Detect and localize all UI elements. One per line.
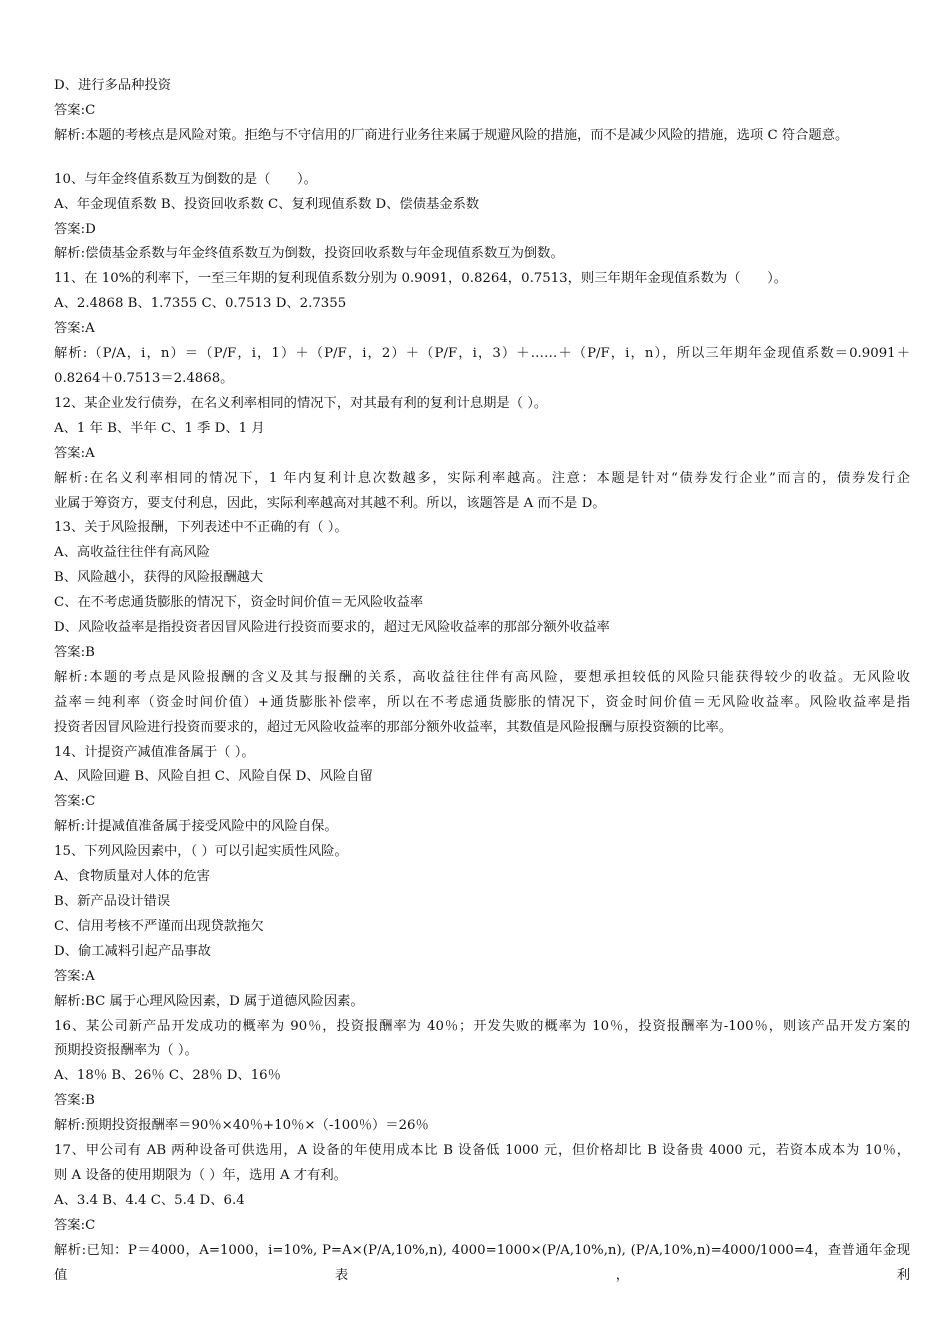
answer-line: 答案:C [54,102,96,118]
answer-line: 答案:B [54,644,95,660]
question-13: 13、关于风险报酬，下列表述中不正确的有（ ）。 [54,520,348,536]
answer-line: 答案:A [54,321,95,337]
option-c: C、信用考核不严谨而出现贷款拖欠 [54,918,264,934]
explanation-line: 解析:在名义利率相同的情况下，1 年内复利计息次数越多，实际利率越高。注意：本题是针对“债券发行企业”而言的，债券发行企 [54,470,910,486]
explanation-line: 解析:本题的考点是风险报酬的含义及其与报酬的关系，高收益往往伴有高风险，要想承担较低的风险只能获得较少的收益。无风险收 [54,669,910,685]
question-16-cont: 预期投资报酬率为（ ）。 [54,1043,198,1059]
option-b: B、风险越小，获得的风险报酬越大 [54,570,264,586]
question-11: 11、在 10%的利率下，一至三年期的复利现值系数分别为 0.9091，0.8264，0.7513，则三年期年金现值系数为（ ）。 [54,271,788,287]
explanation-line: 解析:预期投资报酬率＝90％×40％+10％×（-100％）＝26％ [54,1118,429,1134]
answer-line: 答案:A [54,968,95,984]
answer-line: 答案:C [54,794,96,810]
question-17: 17、甲公司有 AB 两种设备可供选用，A 设备的年使用成本比 B 设备低 1000 元，但价格却比 B 设备贵 4000 元，若资本成本为 10％， [54,1143,910,1159]
explanation-line: 解析:本题的考核点是风险对策。拒绝与不守信用的厂商进行业务往来属于规避风险的措施，而不是减少风险的措施，选项 C 符合题意。 [54,127,849,143]
answer-line: 答案:A [54,445,95,461]
option-a: A、食物质量对人体的危害 [54,869,210,885]
options-line: A、风险回避 B、风险自担 C、风险自保 D、风险自留 [54,769,373,785]
explanation-line: 0.8264＋0.7513＝2.4868。 [54,370,234,386]
question-16: 16、某公司新产品开发成功的概率为 90％，投资报酬率为 40％；开发失败的概率为 10％，投资报酬率为-100％，则该产品开发方案的 [54,1018,910,1034]
question-15: 15、下列风险因素中，（ ）可以引起实质性风险。 [54,844,348,860]
explanation-line: 解析:计提减值准备属于接受风险中的风险自保。 [54,819,338,835]
question-12: 12、某企业发行债券，在名义利率相同的情况下，对其最有利的复利计息期是（ ）。 [54,395,548,411]
option-d: D、偷工减料引起产品事故 [54,943,211,959]
question-17-cont: 则 A 设备的使用期限为（ ）年，选用 A 才有利。 [54,1167,347,1183]
options-line: A、3.4 B、4.4 C、5.4 D、6.4 [54,1192,245,1208]
explanation-line: 解析:（P/A，i，n）＝（P/F，i，1）＋（P/F，i，2）＋（P/F，i，3）＋……＋（P/F，i，n），所以三年期年金现值系数＝0.9091＋ [54,346,910,362]
explanation-line: 益率＝纯利率（资金时间价值）+通货膨胀补偿率，所以在不考虑通货膨胀的情况下，资金时间价值＝无风险收益率。风险收益率是指 [54,694,910,710]
question-14: 14、计提资产减值准备属于（ ）。 [54,744,255,760]
options-line: A、2.4868 B、1.7355 C、0.7513 D、2.7355 [54,296,347,312]
option-c: C、在不考虑通货膨胀的情况下，资金时间价值＝无风险收益率 [54,595,424,611]
explanation-line: 投资者因冒风险进行投资而要求的，超过无风险收益率的那部分额外收益率，其数值是风险报酬与原投资额的比率。 [54,719,733,735]
options-line: A、18％ B、26％ C、28％ D、16％ [54,1068,281,1084]
options-line: A、1 年 B、半年 C、1 季 D、1 月 [54,420,265,436]
answer-line: 答案:B [54,1093,95,1109]
explanation-line: 解析:偿债基金系数与年金终值系数互为倒数，投资回收系数与年金现值系数互为倒数。 [54,246,564,262]
option-d: D、风险收益率是指投资者因冒风险进行投资而要求的，超过无风险收益率的那部分额外收益率 [54,620,610,636]
options-line: A、年金现值系数 B、投资回收系数 C、复利现值系数 D、偿债基金系数 [54,196,480,212]
option-a: A、高收益往往伴有高风险 [54,545,210,561]
explanation-line: 业属于筹资方，要支付利息，因此，实际利率越高对其越不利。所以，该题答是 A 而不是 D。 [54,495,606,511]
text-line: D、进行多品种投资 [54,78,172,93]
explanation-line: 解析:BC 属于心理风险因素，D 属于道德风险因素。 [54,993,364,1009]
answer-line: 答案:D [54,221,96,237]
option-b: B、新产品设计错误 [54,894,171,909]
answer-line: 答案:C [54,1217,96,1233]
explanation-line: 解析:已知：P＝4000，A=1000，i=10%, P=A×(P/A,10%,n), 4000=1000×(P/A,10%,n), (P/A,10%,n)=4000/1000=4，查普通年金现值表，利 [54,1242,910,1283]
question-10: 10、与年金终值系数互为倒数的是（ ）。 [54,171,317,187]
blank-line [54,149,910,168]
